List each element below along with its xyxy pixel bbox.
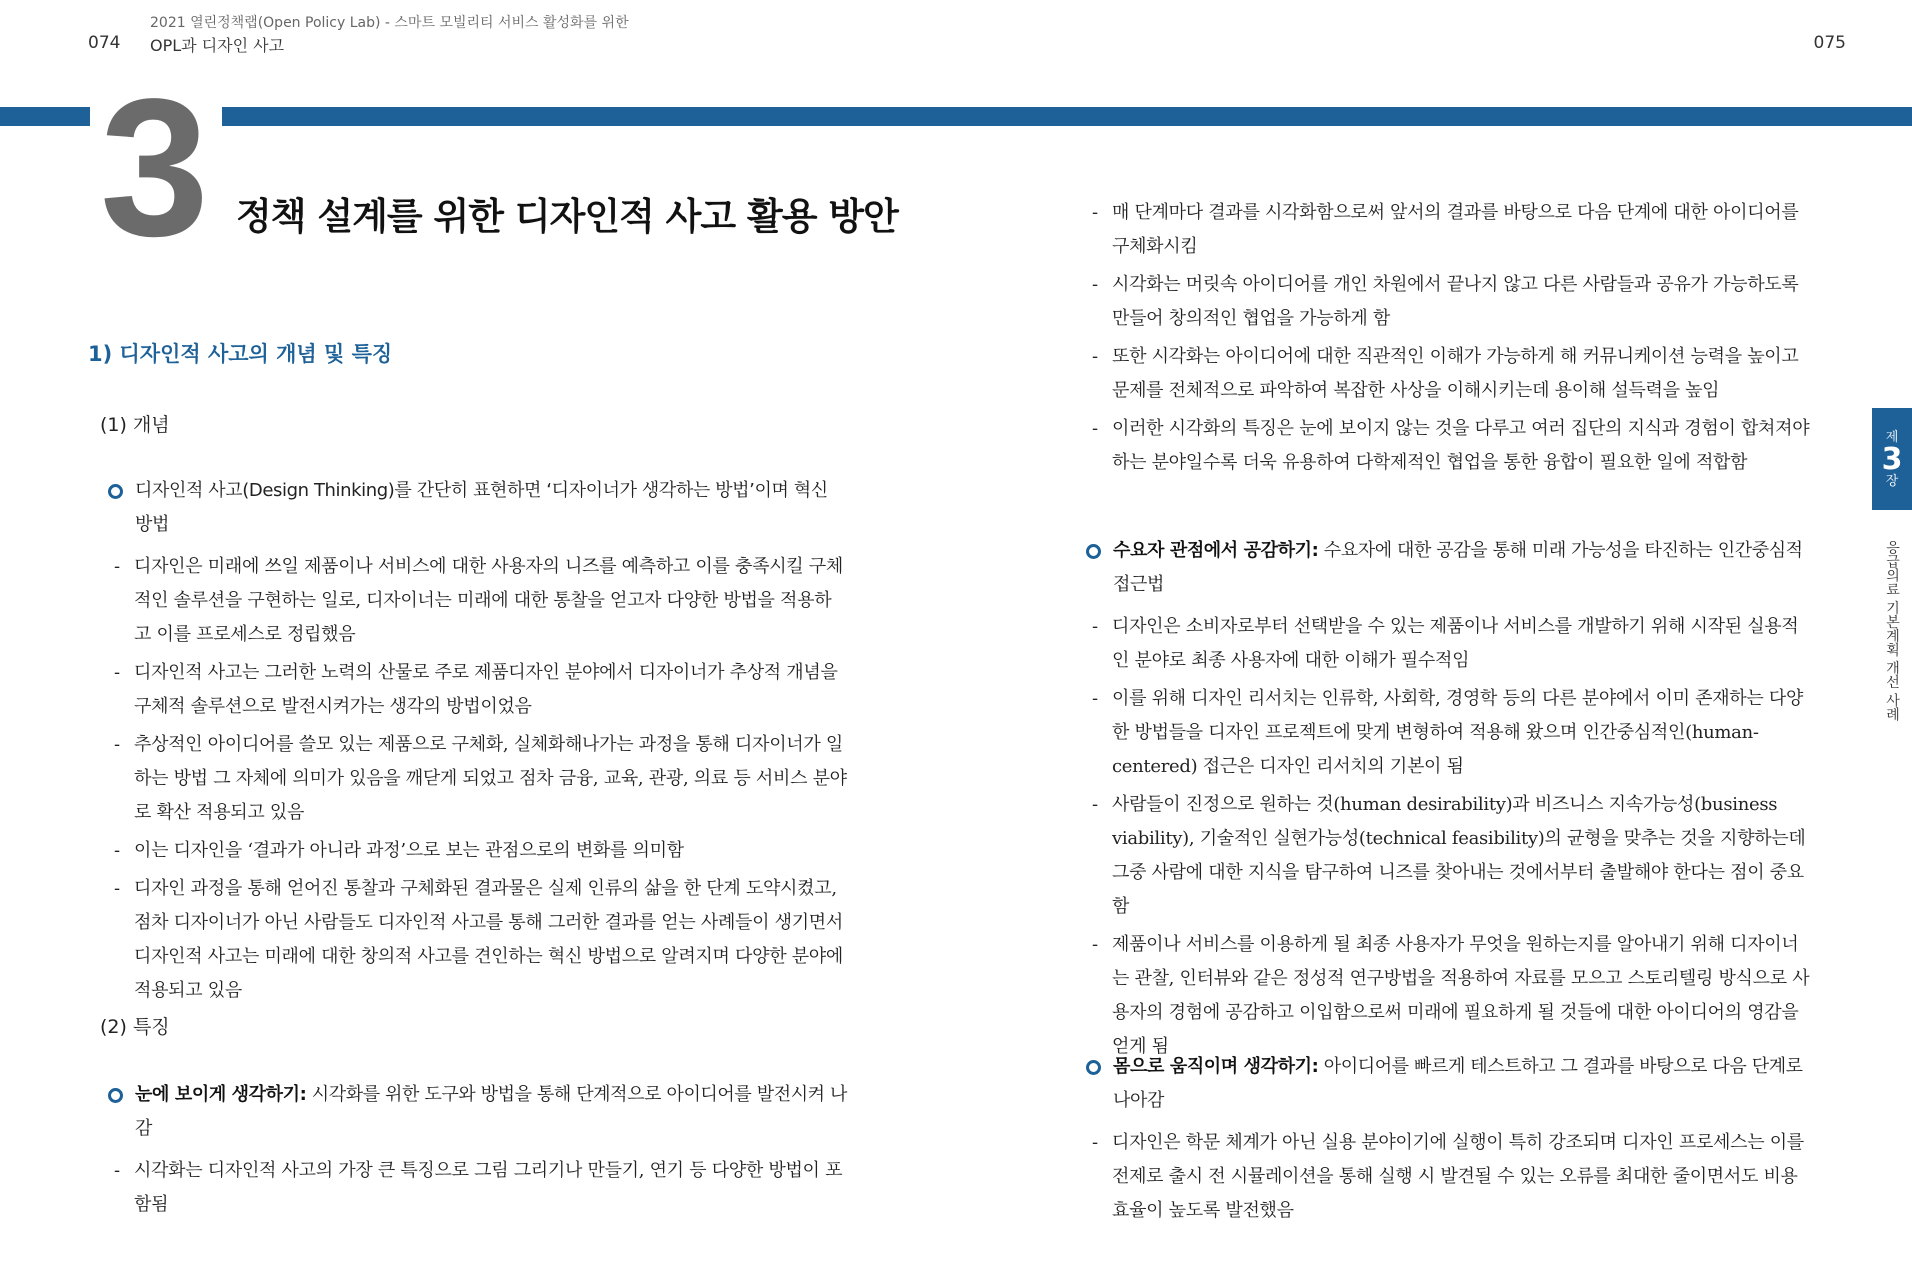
list-item: - 시각화는 디자인적 사고의 가장 큰 특징으로 그림 그리기나 만들기, 연기 등 다양한 방법이 포함됨 (114, 1160, 843, 1215)
feature-empathy-block (1086, 534, 1812, 1068)
bullet-circle-icon (1086, 1060, 1101, 1075)
feature-visual-cont-list (1086, 196, 1812, 480)
side-tab-label: 응급의료 기본계획 개선 사례 (1884, 540, 1900, 722)
chapter-number: 3 (100, 58, 206, 277)
feature-visual-continued (1086, 196, 1812, 484)
list-item: - 디자인적 사고는 그러한 노력의 산물로 주로 제품디자인 분야에서 디자이너가 추상적 개념을 구체적 솔루션으로 발전시켜가는 생각의 방법이었음 (114, 662, 838, 717)
list-item: - 이를 위해 디자인 리서치는 인류학, 사회학, 경영학 등의 다른 분야에서 이미 존재하는 다양한 방법들을 디자인 프로젝트에 맞게 변형하여 적용해 왔으며 인간중심적인(human-centered) 접근은 디자인 리서치의 기본이 됨 (1092, 688, 1804, 777)
feature-body-title: 몸으로 움직이며 생각하기: (1113, 1056, 1319, 1077)
feature-empathy-text: 수요자에 대한 공감을 통해 미래 가능성을 타진하는 인간중심적 접근법 (1113, 540, 1803, 595)
list-item: - 추상적인 아이디어를 쓸모 있는 제품으로 구체화, 실체화해나가는 과정을 통해 디자이너가 일하는 방법 그 자체에 의미가 있음을 깨닫게 되었고 점차 금융, 교육, 관광, 의료 등 서비스 분야로 확산 적용되고 있음 (114, 734, 847, 823)
list-item: - 시각화는 머릿속 아이디어를 개인 차원에서 끝나지 않고 다른 사람들과 공유가 가능하도록 만들어 창의적인 협업을 가능하게 함 (1092, 274, 1799, 329)
feature-empathy-bullet (1086, 534, 1812, 602)
section-heading: 1) 디자인적 사고의 개념 및 특징 (88, 342, 393, 366)
list-item: - 디자인 과정을 통해 얻어진 통찰과 구체화된 결과물은 실제 인류의 삶을 한 단계 도약시켰고, 점차 디자이너가 아닌 사람들도 디자인적 사고를 통해 그러한 결과를 얻는 사례들이 생기면서 디자인적 사고는 미래에 대한 창의적 사고를 견인하는 혁신 방법으로 알려지며 다양한 분야에 적용되고 있음 (114, 878, 843, 1001)
chapter-banner-bar-left (0, 107, 90, 126)
feature-visual-block (108, 1078, 848, 1226)
running-header-title: OPL과 디자인 사고 (150, 36, 285, 55)
running-header-series: 2021 열린정책랩(Open Policy Lab) - 스마트 모빌리티 서비스 활성화를 위한 (150, 15, 629, 31)
chapter-banner-bar-right (222, 107, 1912, 126)
feature-visual-text: 시각화를 위한 도구와 방법을 통해 단계적으로 아이디어를 발전시켜 나감 (135, 1084, 847, 1139)
concept-block (108, 474, 848, 1012)
list-item: - 제품이나 서비스를 이용하게 될 최종 사용자가 무엇을 원하는지를 알아내기 위해 디자이너는 관찰, 인터뷰와 같은 정성적 연구방법을 적용하여 자료를 모으고 스토리텔링 방식으로 사용자의 경험에 공감하고 이입함으로써 미래에 필요하게 될 것들에 대한 아이디어의 영감을 얻게 됨 (1092, 934, 1810, 1057)
feature-body-block (1086, 1050, 1812, 1232)
feature-empathy-list (1086, 610, 1812, 1064)
concept-list (108, 550, 848, 1008)
chapter-side-tab (1872, 408, 1912, 510)
feature-body-list (1086, 1126, 1812, 1228)
side-tab-number: 3 (1881, 442, 1903, 477)
feature-empathy-title: 수요자 관점에서 공감하기: (1113, 540, 1319, 561)
bullet-circle-icon (1086, 544, 1101, 559)
feature-visual-bullet (108, 1078, 848, 1146)
list-item: - 매 단계마다 결과를 시각화함으로써 앞서의 결과를 바탕으로 다음 단계에 대한 아이디어를 구체화시킴 (1092, 202, 1799, 257)
bullet-circle-icon (108, 1088, 123, 1103)
concept-bullet (108, 474, 848, 542)
bullet-circle-icon (108, 484, 123, 499)
list-item: - 이러한 시각화의 특징은 눈에 보이지 않는 것을 다루고 여러 집단의 지식과 경험이 합쳐져야 하는 분야일수록 더욱 유용하여 다학제적인 협업을 통한 융합이 필요한 일에 적합함 (1092, 418, 1810, 473)
feature-body-bullet (1086, 1050, 1812, 1118)
list-item: - 또한 시각화는 아이디어에 대한 직관적인 이해가 가능하게 해 커뮤니케이션 능력을 높이고 문제를 전체적으로 파악하여 복잡한 사상을 이해시키는데 용이해 설득력을 높임 (1092, 346, 1799, 401)
subheading-features: (2) 특징 (100, 1016, 170, 1038)
list-item: - 디자인은 학문 체계가 아닌 실용 분야이기에 실행이 특히 강조되며 디자인 프로세스는 이를 전제로 출시 전 시뮬레이션을 통해 실행 시 발견될 수 있는 오류를 최대한 줄이면서도 비용 효율이 높도록 발전했음 (1092, 1132, 1804, 1221)
chapter-title: 정책 설계를 위한 디자인적 사고 활용 방안 (236, 195, 898, 238)
concept-bullet-text: 디자인적 사고(Design Thinking)를 간단히 표현하면 ‘디자이너가 생각하는 방법’이며 혁신 방법 (135, 480, 828, 535)
feature-visual-list (108, 1154, 848, 1222)
feature-body-text: 아이디어를 빠르게 테스트하고 그 결과를 바탕으로 다음 단계로 나아감 (1113, 1056, 1803, 1111)
subheading-concept: (1) 개념 (100, 414, 170, 436)
side-tab-suffix: 장 (1885, 474, 1899, 489)
page-number-left: 074 (88, 33, 121, 53)
side-tab-prefix: 제 (1885, 430, 1899, 445)
list-item: - 사람들이 진정으로 원하는 것(human desirability)과 비즈니스 지속가능성(business viability), 기술적인 실현가능성(technical feasibility)의 균형을 맞추는 것을 지향하는데 그중 사람에 대한 지식을 탐구하여 니즈를 찾아내는 것에서부터 출발해야 한다는 점이 중요함 (1092, 794, 1806, 917)
list-item: - 디자인은 미래에 쓰일 제품이나 서비스에 대한 사용자의 니즈를 예측하고 이를 충족시킬 구체적인 솔루션을 구현하는 일로, 디자이너는 미래에 대한 통찰을 얻고자 다양한 방법을 적용하고 이를 프로세스로 정립했음 (114, 556, 843, 645)
list-item: - 디자인은 소비자로부터 선택받을 수 있는 제품이나 서비스를 개발하기 위해 시작된 실용적인 분야로 최종 사용자에 대한 이해가 필수적임 (1092, 616, 1799, 671)
list-item: - 이는 디자인을 ‘결과가 아니라 과정’으로 보는 관점으로의 변화를 의미함 (114, 840, 684, 861)
feature-visual-title: 눈에 보이게 생각하기: (135, 1084, 307, 1105)
page-number-right: 075 (1813, 33, 1846, 53)
